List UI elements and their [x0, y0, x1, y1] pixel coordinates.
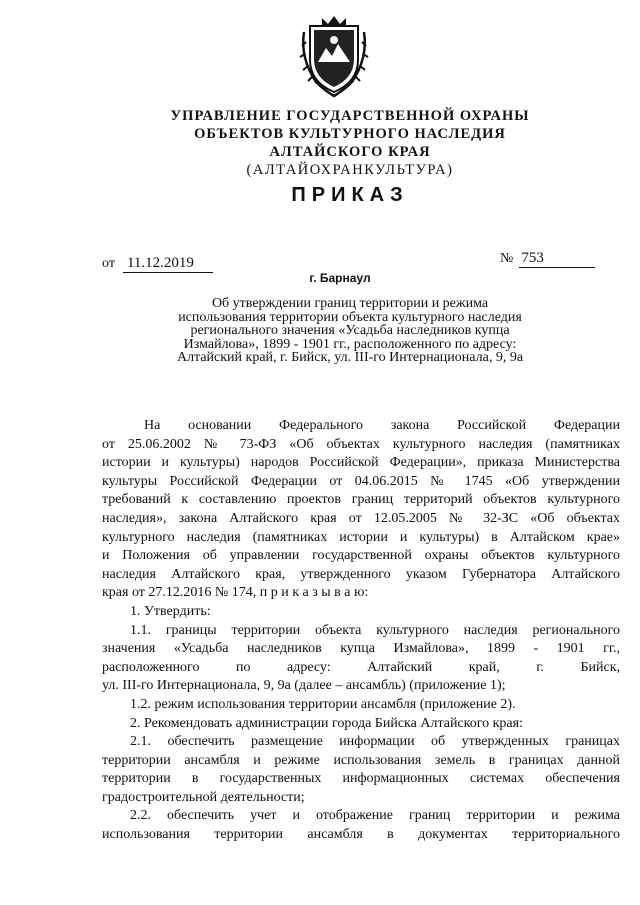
body-line: 2. Рекомендовать администрации города Бийска Алтайского края:: [130, 715, 523, 731]
body-line: территории в государственных информационных системах обеспечения: [102, 771, 620, 787]
body-line: использования территории ансамбля в документах территориального: [102, 827, 620, 843]
body-line: 2.2. обеспечить учет и отображение границ территории и режима: [130, 808, 620, 824]
body-line: от 25.06.2002 № 73-ФЗ «Об объектах культурного наследия (памятниках: [102, 436, 620, 452]
body-line: ул. III-го Интернационала, 9, 9а (далее – ансамбль) (приложение 1);: [102, 678, 506, 694]
number-field: [500, 250, 595, 268]
body-line: и Положения об управлении государственной охраны объектов культурного: [102, 548, 620, 564]
body-line: территории ансамбля и режиме использования земель в границах данной: [102, 752, 620, 768]
document-type-heading: ПРИКАЗ: [291, 184, 409, 206]
body-line: 2.1. обеспечить размещение информации об утвержденных границах: [130, 734, 620, 750]
city-label: г. Барнаул: [309, 271, 371, 285]
body-line: значения «Усадьба наследников купца Измайлова», 1899 - 1901 гг.,: [102, 641, 620, 657]
coat-of-arms-icon: [296, 12, 372, 98]
title-line: Измайлова», 1899 - 1901 гг., расположенного по адресу:: [183, 336, 517, 352]
body-line: культуры Российской Федерации от 04.06.2015 № 1745 «Об утверждении: [102, 473, 620, 489]
org-name-line-2: ОБЪЕКТОВ КУЛЬТУРНОГО НАСЛЕДИЯ: [194, 126, 506, 142]
order-title: [140, 297, 560, 365]
org-abbreviation: (АЛТАЙОХРАНКУЛЬТУРА): [246, 162, 454, 178]
body-line: градостроительной деятельности;: [102, 789, 305, 805]
org-name-line-1: УПРАВЛЕНИЕ ГОСУДАРСТВЕННОЙ ОХРАНЫ: [170, 108, 530, 124]
body-line: расположенного по адресу: Алтайский край, г. Бийск,: [102, 659, 620, 675]
org-name-line-3: АЛТАЙСКОГО КРАЯ: [269, 144, 431, 160]
order-body: [102, 417, 620, 845]
date-value: 11.12.2019: [123, 255, 213, 273]
title-line: регионального значения «Усадьба наследников купца: [190, 323, 510, 338]
title-line: Об утверждении границ территории и режима: [211, 296, 489, 311]
date-prefix: от: [102, 256, 115, 271]
body-line: 1.2. режим использования территории ансамбля (приложение 2).: [130, 696, 516, 712]
body-line: наследия Алтайского края, утвержденного указом Губернатора Алтайского: [102, 566, 620, 582]
body-line: На основании Федерального закона Российской Федерации: [144, 418, 620, 433]
number-value: 753: [519, 250, 595, 268]
body-line: 1.1. границы территории объекта культурного наследия регионального: [130, 622, 620, 638]
title-line: использования территории объекта культурного наследия: [178, 309, 522, 325]
body-line: истории и культуры) народов Российской Федерации», приказа Министерства: [102, 455, 620, 471]
body-line: наследия», закона Алтайского края от 12.05.2005 № 32-ЗС «Об объектах: [102, 510, 620, 526]
body-line: требований к составлению проектов границ территорий объектов культурного: [102, 492, 620, 508]
body-line: 1. Утвердить:: [130, 603, 211, 619]
date-field: [102, 255, 213, 273]
body-line: края от 27.12.2016 № 174, п р и к а з ы в а ю:: [102, 585, 369, 601]
number-prefix: №: [500, 251, 514, 266]
title-line: Алтайский край, г. Бийск, ул. III-го Интернационала, 9, 9а: [176, 350, 524, 365]
body-line: культурного наследия (памятниках истории и культуры) в Алтайском крае»: [102, 529, 620, 545]
